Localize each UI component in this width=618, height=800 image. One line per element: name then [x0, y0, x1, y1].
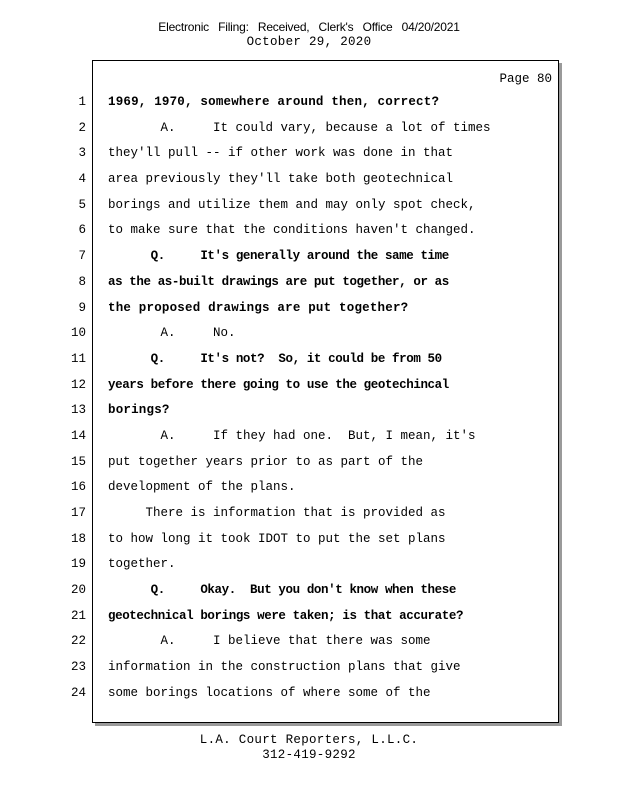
transcript-date: October 29, 2020: [246, 35, 372, 49]
line-number-column: [60, 94, 86, 711]
line-number: 15: [70, 454, 86, 469]
transcript-line: to make sure that the conditions haven't changed.: [108, 223, 476, 238]
line-number: 4: [78, 172, 86, 187]
transcript-line: they'll pull -- if other work was done in that: [108, 146, 454, 161]
transcript-line: There is information that is provided as: [108, 506, 446, 520]
line-number: 10: [70, 326, 86, 341]
transcript-line: Q. It's generally around the same time: [108, 249, 449, 264]
transcript-line: some borings locations of where some of the: [108, 685, 431, 700]
footer-company: L.A. Court Reporters, L.L.C.: [199, 733, 419, 747]
transcript-line: geotechnical borings were taken; is that accurate?: [108, 608, 464, 623]
transcript-line: A. I believe that there was some: [108, 634, 431, 649]
line-number: 16: [70, 480, 86, 495]
line-number: 11: [70, 351, 86, 366]
page-number: Page 80: [499, 72, 552, 86]
transcript-line: as the as-built drawings are put together, or as: [108, 274, 449, 289]
line-number: 21: [70, 608, 86, 623]
line-number: 12: [70, 377, 86, 392]
transcript-line: A. It could vary, because a lot of times: [108, 120, 491, 135]
transcript-line: Q. Okay. But you don't know when these: [108, 583, 456, 598]
line-number: 8: [78, 274, 86, 289]
transcript-line: borings and utilize them and may only spot check,: [108, 197, 476, 212]
transcript-line: the proposed drawings are put together?: [108, 300, 409, 315]
transcript-line: 1969, 1970, somewhere around then, correct?: [108, 95, 440, 109]
filing-stamp: Electronic Filing: Received, Clerk's Office 04/20/2021: [158, 20, 460, 34]
transcript-text: [108, 94, 548, 711]
line-number: 7: [78, 249, 86, 264]
line-number: 9: [78, 300, 86, 315]
transcript-line: together.: [108, 557, 176, 572]
line-number: 23: [70, 660, 86, 675]
transcript-line: borings?: [108, 403, 170, 418]
transcript-line: A. No.: [108, 326, 236, 341]
transcript-line: years before there going to use the geotechincal: [108, 377, 449, 392]
transcript-line: information in the construction plans that give: [108, 660, 461, 675]
transcript-line: Q. It's not? So, it could be from 50: [108, 351, 442, 366]
line-number: 24: [70, 685, 86, 700]
transcript-line: to how long it took IDOT to put the set plans: [108, 531, 446, 546]
line-number: 3: [78, 146, 86, 161]
transcript-line: development of the plans.: [108, 480, 296, 495]
line-number: 6: [78, 223, 86, 238]
line-number: 22: [70, 634, 86, 649]
line-number: 20: [70, 583, 86, 598]
line-number: 17: [70, 506, 86, 520]
transcript-line: area previously they'll take both geotechnical: [108, 172, 454, 187]
transcript-line: A. If they had one. But, I mean, it's: [108, 428, 476, 443]
line-number: 19: [70, 557, 86, 572]
line-number: 18: [70, 531, 86, 546]
footer-phone: 312-419-9292: [262, 748, 356, 762]
line-number: 14: [70, 428, 86, 443]
transcript-line: put together years prior to as part of the: [108, 454, 424, 469]
line-number: 1: [78, 95, 86, 109]
line-number: 5: [78, 197, 86, 212]
line-number: 2: [78, 120, 86, 135]
line-number: 13: [70, 403, 86, 418]
